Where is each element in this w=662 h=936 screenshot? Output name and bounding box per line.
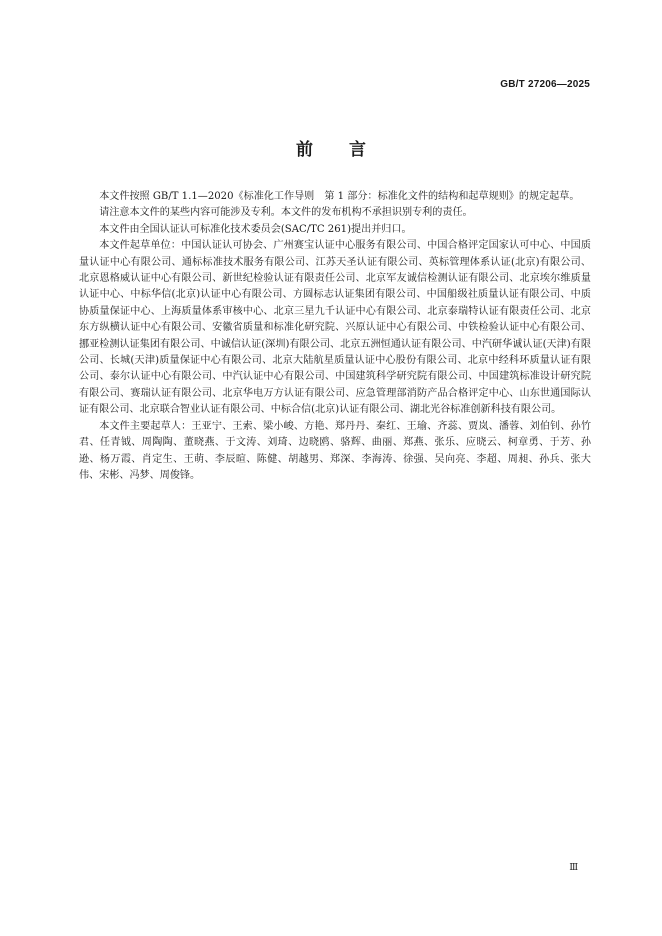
foreword-body — [79, 189, 591, 484]
page-number: Ⅲ — [569, 862, 578, 872]
paragraph-drafting-rules: 本文件按照 GB/T 1.1—2020《标准化工作导则 第 1 部分：标准化文件的结构和起草规则》的规定起草。 — [99, 191, 580, 202]
page-title: 前言 — [296, 140, 402, 160]
standard-number: GB/T 27206—2025 — [500, 79, 590, 90]
paragraph-committee: 本文件由全国认证认可标准化技术委员会(SAC/TC 261)提出并归口。 — [99, 223, 412, 235]
paragraph-drafting-units: 本文件起草单位：中国认证认可协会、广州赛宝认证中心服务有限公司、中国合格评定国家认可中心、中国质量认证中心有限公司、通标标准技术服务有限公司、江苏天圣认证有限公司、英标管理体系认证(北京)有限公司、北京恩格威认证中心有限公司、新世纪检验认证有限责任公司、北京军友诚信检测认证有限公司、北京埃尔维质量认证中心、中标华信(北京)认证中心有限公司、方圆标志认证集团有限公司、中国船级社质量认证有限公司、中质协质量保证中心、上海质量体系审核中心、北京三星九千认证中心有限公司、北京泰瑞特认证有限责任公司、北京东方纵横认证中心有限公司、安徽省质量和标准化研究院、兴原认证中心有限公司、中铁检验认证中心有限公司、挪亚检测认证集团有限公司、中诚信认证(深圳)有限公司、北京五洲恒通认证有限公司、中汽研华诚认证(天津)有限公司、长城(天津)质量保证中心有限公司、北京大陆航星质量认证中心股份有限公司、北京中经科环质量认证有限公司、泰尔认证中心有限公司、中汽认证中心有限公司、中国建筑科学研究院有限公司、中国建筑标准设计研究院有限公司、赛瑞认证有限公司、北京华电万方认证有限公司、应急管理部消防产品合格评定中心、山东世通国际认证有限公司、北京联合智业认证有限公司、中标合信(北京)认证有限公司、湖北光谷标准创新科技有限公司。 — [79, 240, 591, 416]
paragraph-patent-notice: 请注意本文件的某些内容可能涉及专利。本文件的发布机构不承担识别专利的责任。 — [99, 207, 473, 219]
paragraph-drafters: 本文件主要起草人：王亚宁、王索、梁小峻、方艳、郑丹丹、秦红、王瑜、齐蕊、贾岚、潘蓉、刘伯钊、孙竹君、任青钺、周陶陶、董晓燕、于文涛、刘琦、边晓鸥、骆辉、曲丽、郑燕、张乐、应晓云、柯章勇、于芳、孙逊、杨万霞、肖定生、王萌、李辰暄、陈健、胡越男、郑深、李海涛、徐强、吴向亮、李超、周昶、孙兵、张大伟、宋彬、冯梦、周俊锋。 — [79, 420, 591, 481]
